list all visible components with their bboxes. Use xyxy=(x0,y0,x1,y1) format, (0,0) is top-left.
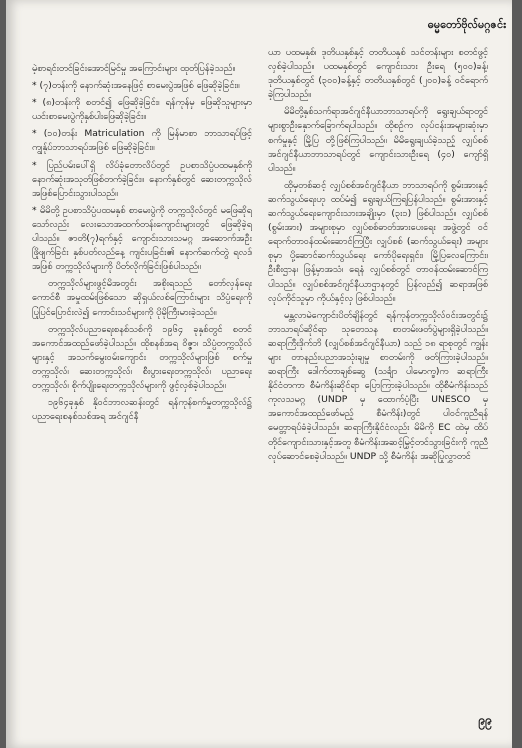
paragraph: ယာ ပထမနှစ်၊ ဒုတိယနှစ်နှင့် တတိယနှစ် သင်တန်းများ စတင်ဖွင့်လှစ်ခဲ့ပါသည်။ ပထမနှစ်တွင် ကျောင်းသား ဦးရေ (၅၀၀)ခန့်၊ ဒုတိယနှစ်တွင် (၃၀၀)ခန့်နှင့် တတိယနှစ်တွင် (၂၀၀)ခန့် ဝင်ရောက်ခဲ့ကြပါသည်။ xyxy=(268,47,488,101)
paragraph: တက္ကသိုလ်ပညာရေးစနစ်သစ်ကို ၁၉၆၄ ခုနှစ်တွင် စတင်အကောင်အထည်ဖော်ခဲ့ပါသည်။ ထိုစနစ်အရ ဝိဇ္ဇာ၊ သိပ္ပံတက္ကသိုလ်များနှင့် အသက်မွေးဝမ်းကျောင်း တက္ကသိုလ်များဖြစ် စက်မှုတက္ကသိုလ်၊ ဆေးတက္ကသိုလ်၊ စီးပွားရေးတက္ကသိုလ်၊ ပညာရေးတက္ကသိုလ်၊ စိုက်ပျိုးရေးတက္ကသိုလ်များကို ဖွင့်လှစ်ခဲ့ပါသည်။ xyxy=(32,323,252,391)
page-number: ၉၉ xyxy=(478,713,492,727)
paragraph: မန္တလာမဲကျောင်းပိတ်ချိန်တွင် ရန်ကုန်တက္ကသိုလ်ဝင်းအတွင်း၌ ဘာသာရပ်ဆိုင်ရာ သုတေသန စာတမ်းဖတ်ပွဲများရှိခဲ့ပါသည်။ ဆရာကြီးဒိုက်ဘိ (လျှပ်စစ်အင်ဂျင်နီယာ) သည် ၁၈ ရာစုတွင် ကျွန်းများ တာနည်းပညာအသုံးချမှု စာတမ်းကို ဖတ်ကြားခဲ့ပါသည်။ ဆရာကြီး ဒေါက်တာချစ်ဆွေ (သင်္ချာ ပါမောက္ခ)က ဆရာကြီးနိုင်ငံတကာ စီမံကိန်းဆိုင်ရာ ပြောကြားခဲ့ပါသည်။ ထိုစီမံကိန်းသည် ကုလသမဂ္ဂ (UNDP မှ ထောက်ပံ့ပြီး UNESCO မှ အကောင်အထည်ဖော်မည့် စီမံကိန်း)တွင် ပါဝင်ကူညီရန် မေတ္တာရပ်ခံခဲ့ပါသည်။ ဆရာကြီးနိုင်ငံလည်း မိမိကို EC ထဲမှ ထိပ်တိုင်ကျောင်းသားနှင့်အတူ စီမံကိန်းအဆင့်မြှင့်တင်သွားခြင်းကို ကူညီလုပ်ဆောင်စေခဲ့ပါသည်။ UNDP သို့ စီမံကိန်း အဆိုပြုလွှာတင် xyxy=(268,309,488,462)
paragraph: မိမိတို့နှစ်သက်ရာအင်ဂျင်နီယာဘာသာရပ်ကို ရွေးချယ်ရာတွင် များစွာဦးနှောက်ခြောက်ရပါသည်။ ထိုစဉ်က လုပ်ငန်းအများဆုံးမှာ စက်မှုနှင့် မြို့ပြ တို့ဖြစ်ကြပါသည်။ မိမိရွေးချယ်ခဲ့သည့် လျှပ်စစ်အင်ဂျင်နီယာဘာသာရပ်တွင် ကျောင်းသားဦးရေ (၄၀) ကျော်ရှိပါသည်။ xyxy=(268,106,488,174)
left-column xyxy=(32,62,252,702)
right-column xyxy=(268,46,488,710)
bullet-item: * (၁၀)တန်း Matriculation ကို မြန်မာစာ ဘာသာရပ်ဖြင့် ကျွန်ုပ်ဘာသာရပ်အဖြစ် ဖြေဆိုခဲ့ခြင်း။ xyxy=(32,128,252,154)
bullet-item: * ပြည်ပမ်းပေါ်ရှိ လိပ်ခုံတောလိပ်တွင် ဥပစာသိပ္ပံပထမနှစ်ကို နောက်ဆုံးအသုတ်ဖြစ်တက်ခဲ့ခြင်း။ နောက်နှစ်တွင် ဆေးတက္ကသိုလ်အဖြစ်ပြောင်းသွားပါသည်။ xyxy=(32,159,252,199)
running-title: ဓမ္မတော်ဗိုလ်မဂ္ဂဇင်း xyxy=(427,18,506,31)
document-page xyxy=(6,0,512,748)
paragraph: ၁၉၆၄ခုနှစ် နိုဝင်ဘာလဆန်းတွင် ရန်ကုန်စက်မှုတက္ကသိုလ်၌ ပညာရေးစနစ်သစ်အရ အင်ဂျင်နီ xyxy=(32,397,252,423)
bullet-item: * (၈)တန်းကို စတင်၍ ဖြေဆိုခဲ့ခြင်း၊ ရန်ကုန်မှ ဖြေဆိုသူများမှာ ယင်းစာမေးပွဲကိုနှစ်ပါးဖြေဆိုခဲ့ခြင်း။ xyxy=(32,97,252,123)
bullet-item: * မိမိတို့ ဥပစာသိပ္ပံပထမနှစ် စာမေးပွဲကို တက္ကသိုလ်တွင် မဖြေဆိုရသော်လည်း လေးသောအထက်တန်းကျောင်းများတွင် ဖြေဆိုခဲ့ရပါသည်။ ဇာတိ(၇)ရက်နှင့် ကျောင်းသားသမဂ္ဂ အဆောက်အဦးဖြိုဖျက်ခြင်း နှစ်ပတ်လည်နေ့ ကျင်းပခြင်း၏ နောက်ဆက်တွဲ ရလဒ်အဖြစ် တက္ကသိုလ်များကို ပိတ်လိုက်ခြင်းဖြစ်ပါသည်။ xyxy=(32,204,252,273)
paragraph: မဲ့စာရင်းတင်ခြင်းအောင်မြင်မှု အကြောင်းများ ထုတ်ပြန်ခဲ့သည်။ xyxy=(32,63,236,74)
bullet-item: * (၇)တန်းကို နောက်ဆုံးအနေဖြင့် စာမေးပွဲအဖြစ် ဖြေဆိုခဲ့ခြင်း။ xyxy=(32,80,240,92)
paragraph: ထိုမှတစ်ဆင့် လျှပ်စစ်အင်ဂျင်နီယာ ဘာသာရပ်ကို စွမ်းအားနှင့် ဆက်သွယ်ရေးဟု ထပ်မံ၍ ရွေးချယ်ကြရပြန်ပါသည်။ စွမ်းအားနှင့် ဆက်သွယ်ရေးကျောင်းသားအချိုးမှာ (၃း၁) ဖြစ်ပါသည်။ လျှပ်စစ် (စွမ်းအား) အများစုမှာ လျှပ်စစ်ဓာတ်အားပေးရေး အဖွဲ့တွင် ဝင်ရောက်တာဝန်ထမ်းဆောင်ကြပြီး လျှပ်စစ် (ဆက်သွယ်ရေး) အများစုမှာ ပို့ဆောင်ဆက်သွယ်ရေး ကော်ပိုရေးရှင်း၊ မြို့ပြလေကြောင်း၊ ဦးစီးဌာန၊ ဖြန့်မှာအသံ၊ ရေနံ လျှပ်စစ်တွင် တာဝန်ထမ်းဆောင်ကြပါသည်။ လျှပ်စစ်အင်ဂျင်နီယာဌာနတွင် ပြန်လည်၍ ဆရာအဖြစ်လုပ်ကိုင်သူမှာ ကိုယ်နှင့်လှ ဖြစ်ပါသည်။ xyxy=(268,179,488,304)
paragraph: တက္ကသိုလ်များဖွင့်မိအတွင်း အစိုးရသည် တော်လှန်ရေးကောင်စီ အမှုထမ်းဖြစ်သော ဆိုရှယ်လစ်ကြောင်းများ သိပ္ပံရေးကို ပြုပြင်ပြောင်းလဲ၍ ကောင်းသင်များကို ပိုမိုကြီးမားခဲ့သည်။ xyxy=(32,278,252,318)
